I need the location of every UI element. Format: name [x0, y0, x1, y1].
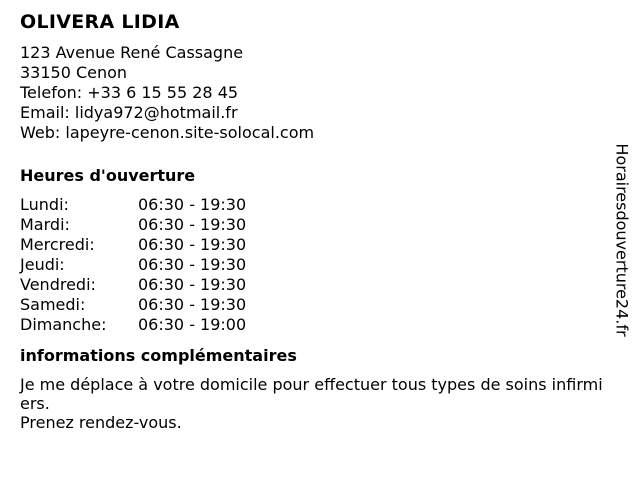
day-label: Lundi:: [20, 195, 69, 214]
time-range: 06:30 - 19:30: [138, 295, 247, 314]
hours-row-monday: [20, 195, 610, 215]
time-range: 06:30 - 19:00: [138, 315, 247, 334]
day-label: Mercredi:: [20, 235, 95, 254]
address-city: 33150 Cenon: [20, 63, 128, 82]
address-street: 123 Avenue René Cassagne: [20, 43, 244, 62]
business-card: [20, 8, 610, 432]
time-range: 06:30 - 19:30: [138, 215, 247, 234]
phone-number[interactable]: +33 6 15 55 28 45: [87, 83, 239, 102]
day-label: Mardi:: [20, 215, 70, 234]
phone-line: [20, 83, 610, 103]
day-label: Samedi:: [20, 295, 86, 314]
info-appointment: Prenez rendez-vous.: [20, 413, 182, 432]
web-line: [20, 123, 610, 143]
day-label: Vendredi:: [20, 275, 96, 294]
web-label: Web:: [20, 123, 61, 142]
day-label: Jeudi:: [20, 255, 65, 274]
info-description: Je me déplace à votre domicile pour effectuer tous types de soins infirmiers.: [20, 375, 603, 413]
hours-row-friday: [20, 275, 610, 295]
info-title: informations complémentaires: [20, 346, 297, 365]
time-range: 06:30 - 19:30: [138, 195, 247, 214]
business-name: OLIVERA LIDIA: [20, 11, 180, 33]
hours-row-tuesday: [20, 215, 610, 235]
time-range: 06:30 - 19:30: [138, 275, 247, 294]
hours-row-saturday: [20, 295, 610, 315]
hours-row-wednesday: [20, 235, 610, 255]
time-range: 06:30 - 19:30: [138, 255, 247, 274]
email-label: Email:: [20, 103, 70, 122]
phone-label: Telefon:: [20, 83, 83, 102]
email-address[interactable]: lidya972@hotmail.fr: [74, 103, 238, 122]
hours-table: [20, 195, 610, 335]
email-line: [20, 103, 610, 123]
day-label: Dimanche:: [20, 315, 107, 334]
hours-row-sunday: [20, 315, 610, 335]
contact-block: [20, 43, 610, 143]
hours-title: Heures d'ouverture: [20, 166, 196, 185]
hours-row-thursday: [20, 255, 610, 275]
web-link[interactable]: lapeyre-cenon.site-solocal.com: [65, 123, 315, 142]
site-watermark: Horairesdouverture24.fr: [612, 143, 632, 337]
time-range: 06:30 - 19:30: [138, 235, 247, 254]
info-text: [20, 375, 610, 432]
